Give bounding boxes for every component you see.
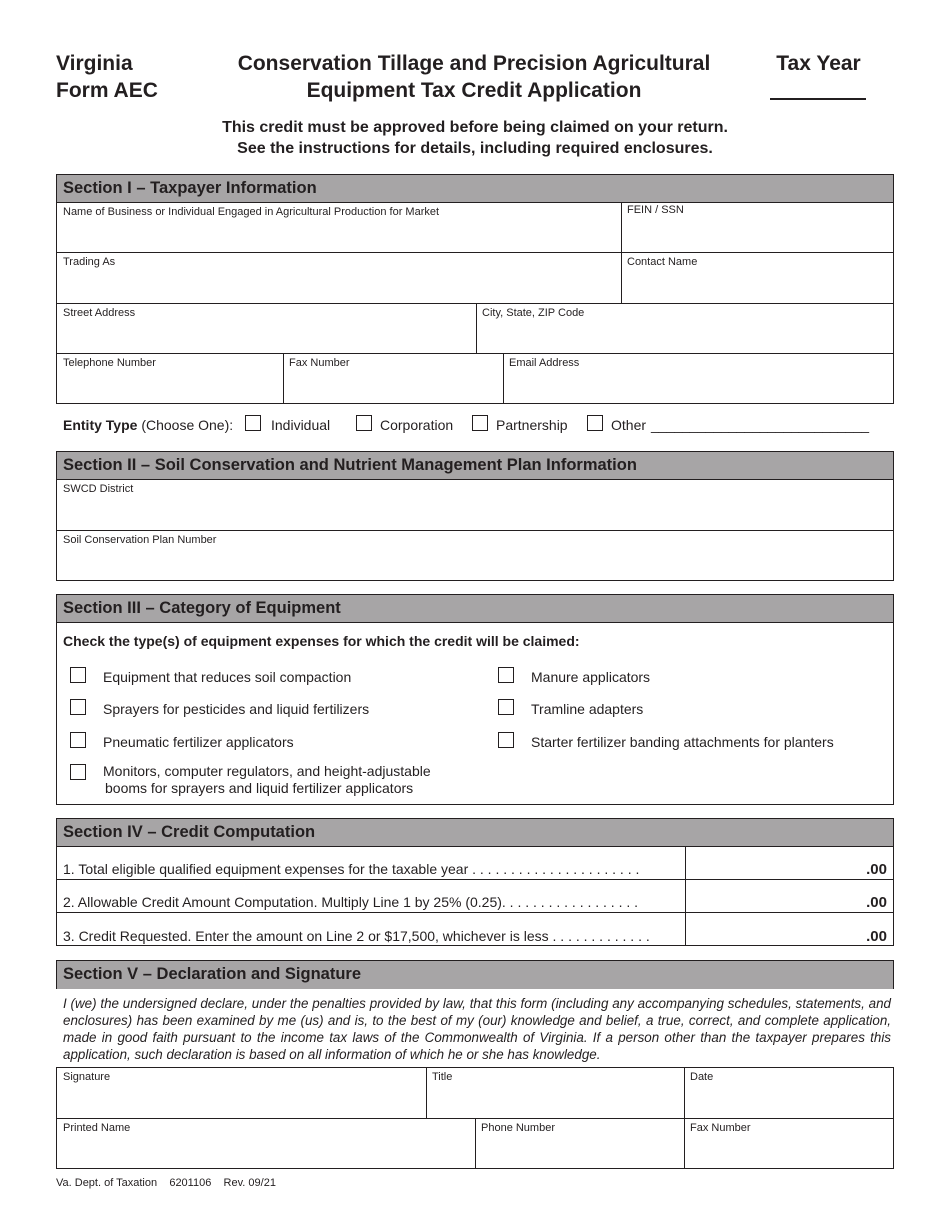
section-declaration [56, 960, 894, 989]
equipment-tramline-label: Tramline adapters [531, 701, 644, 717]
entity-partnership-label: Partnership [496, 417, 568, 433]
equipment-instruction: Check the type(s) of equipment expenses for which the credit will be claimed: [63, 633, 580, 649]
phone-number-field[interactable]: Phone Number [481, 1122, 555, 1134]
entity-type-prompt [63, 417, 233, 434]
equipment-monitors-line1: Monitors, computer regulators, and height-adjustable [103, 763, 431, 779]
equipment-monitors-line2: booms for sprayers and liquid fertilizer applicators [105, 780, 414, 796]
form-footer: Va. Dept. of Taxation 6201106 Rev. 09/21 [56, 1177, 276, 1189]
signature-field[interactable]: Signature [63, 1071, 111, 1083]
entity-individual-checkbox[interactable] [245, 415, 261, 431]
section3-title: Section III – Category of Equipment [57, 595, 893, 623]
printed-name-field[interactable]: Printed Name [63, 1122, 131, 1134]
business-name-field[interactable]: Name of Business or Individual Engaged in Agricultural Production for Market [63, 206, 440, 218]
tax-year-label: Tax Year [776, 52, 861, 75]
divider [57, 912, 893, 913]
equipment-pneumatic-checkbox[interactable] [70, 732, 86, 748]
equipment-starter-banding-label: Starter fertilizer banding attachments for planters [531, 734, 834, 750]
divider [57, 879, 893, 880]
equipment-tramline-checkbox[interactable] [498, 699, 514, 715]
form-title-line2: Equipment Tax Credit Application [306, 79, 642, 102]
city-state-zip-field[interactable]: City, State, ZIP Code [482, 307, 585, 319]
street-address-field[interactable]: Street Address [63, 307, 136, 319]
section2-title: Section II – Soil Conservation and Nutrient Management Plan Information [57, 452, 893, 480]
form-identity [56, 50, 158, 104]
entity-type-label: Entity Type [63, 417, 138, 433]
entity-type-hint: (Choose One): [141, 417, 234, 433]
email-field[interactable]: Email Address [509, 357, 580, 369]
equipment-sprayers-checkbox[interactable] [70, 699, 86, 715]
declaration-text: I (we) the undersigned declare, under the penalties provided by law, that this form (including any accompanying schedules, statements, and enclosures) has been examined by me (us) and is, to the best of my (our) knowledge and belief, a true, correct, and complete application, made in good faith pursuant to the income tax laws of the Commonwealth of Virginia. If a person other than the taxpayer prepares this application, such declaration is based on all information of which he or she has knowledge. [63, 996, 891, 1062]
section1-title: Section I – Taxpayer Information [57, 175, 893, 203]
section-taxpayer-information [56, 174, 894, 404]
form-title [225, 50, 723, 104]
title-field[interactable]: Title [432, 1071, 453, 1083]
section-equipment-category [56, 594, 894, 805]
signature-block [56, 1067, 894, 1169]
equipment-monitors-checkbox[interactable] [70, 764, 86, 780]
form-id: Form AEC [56, 79, 158, 102]
equipment-manure-label: Manure applicators [531, 669, 651, 685]
equipment-soil-compaction-label: Equipment that reduces soil compaction [103, 669, 352, 685]
approval-notice [100, 117, 850, 159]
section-soil-conservation [56, 451, 894, 581]
equipment-monitors-label [103, 763, 431, 797]
tax-year-field[interactable] [770, 98, 866, 100]
credit-line-2-amount[interactable]: .00 [866, 894, 887, 911]
contact-name-field[interactable]: Contact Name [627, 256, 698, 268]
date-field[interactable]: Date [690, 1071, 714, 1083]
form-title-line1: Conservation Tillage and Precision Agricultural [237, 52, 711, 75]
section-credit-computation [56, 818, 894, 946]
equipment-pneumatic-label: Pneumatic fertilizer applicators [103, 734, 294, 750]
entity-individual-label: Individual [271, 417, 331, 433]
credit-line-1-label: 1. Total eligible qualified equipment expenses for the taxable year . . . . . . . . . . . . . . . . . . . . . . [63, 861, 640, 877]
signature-fax-field[interactable]: Fax Number [690, 1122, 751, 1134]
equipment-sprayers-label: Sprayers for pesticides and liquid fertilizers [103, 701, 370, 717]
credit-line-1-amount[interactable]: .00 [866, 861, 887, 878]
swcd-district-field[interactable]: SWCD District [63, 483, 134, 495]
fein-ssn-field[interactable]: FEIN / SSN [627, 204, 684, 216]
entity-other-checkbox[interactable] [587, 415, 603, 431]
credit-line-3-label: 3. Credit Requested. Enter the amount on Line 2 or $17,500, whichever is less . . . . . . . . . . . . . [63, 928, 650, 944]
fax-field[interactable]: Fax Number [289, 357, 350, 369]
plan-number-field[interactable]: Soil Conservation Plan Number [63, 534, 217, 546]
section4-title: Section IV – Credit Computation [57, 819, 893, 847]
credit-line-3-amount[interactable]: .00 [866, 928, 887, 945]
entity-partnership-checkbox[interactable] [472, 415, 488, 431]
trading-as-field[interactable]: Trading As [63, 256, 116, 268]
entity-corporation-checkbox[interactable] [356, 415, 372, 431]
notice-line2: See the instructions for details, including required enclosures. [237, 140, 713, 157]
section5-title: Section V – Declaration and Signature [57, 961, 893, 989]
entity-other-input[interactable]: ____________________________ [651, 417, 870, 433]
divider [685, 847, 686, 945]
telephone-field[interactable]: Telephone Number [63, 357, 156, 369]
state-name: Virginia [56, 52, 133, 75]
entity-corporation-label: Corporation [380, 417, 454, 433]
credit-line-2-label: 2. Allowable Credit Amount Computation. Multiply Line 1 by 25% (0.25). . . . . . . . . . . . . . . . . . [63, 894, 639, 910]
equipment-starter-banding-checkbox[interactable] [498, 732, 514, 748]
notice-line1: This credit must be approved before being claimed on your return. [222, 119, 728, 136]
equipment-soil-compaction-checkbox[interactable] [70, 667, 86, 683]
equipment-manure-checkbox[interactable] [498, 667, 514, 683]
entity-other-label: Other [611, 417, 647, 433]
